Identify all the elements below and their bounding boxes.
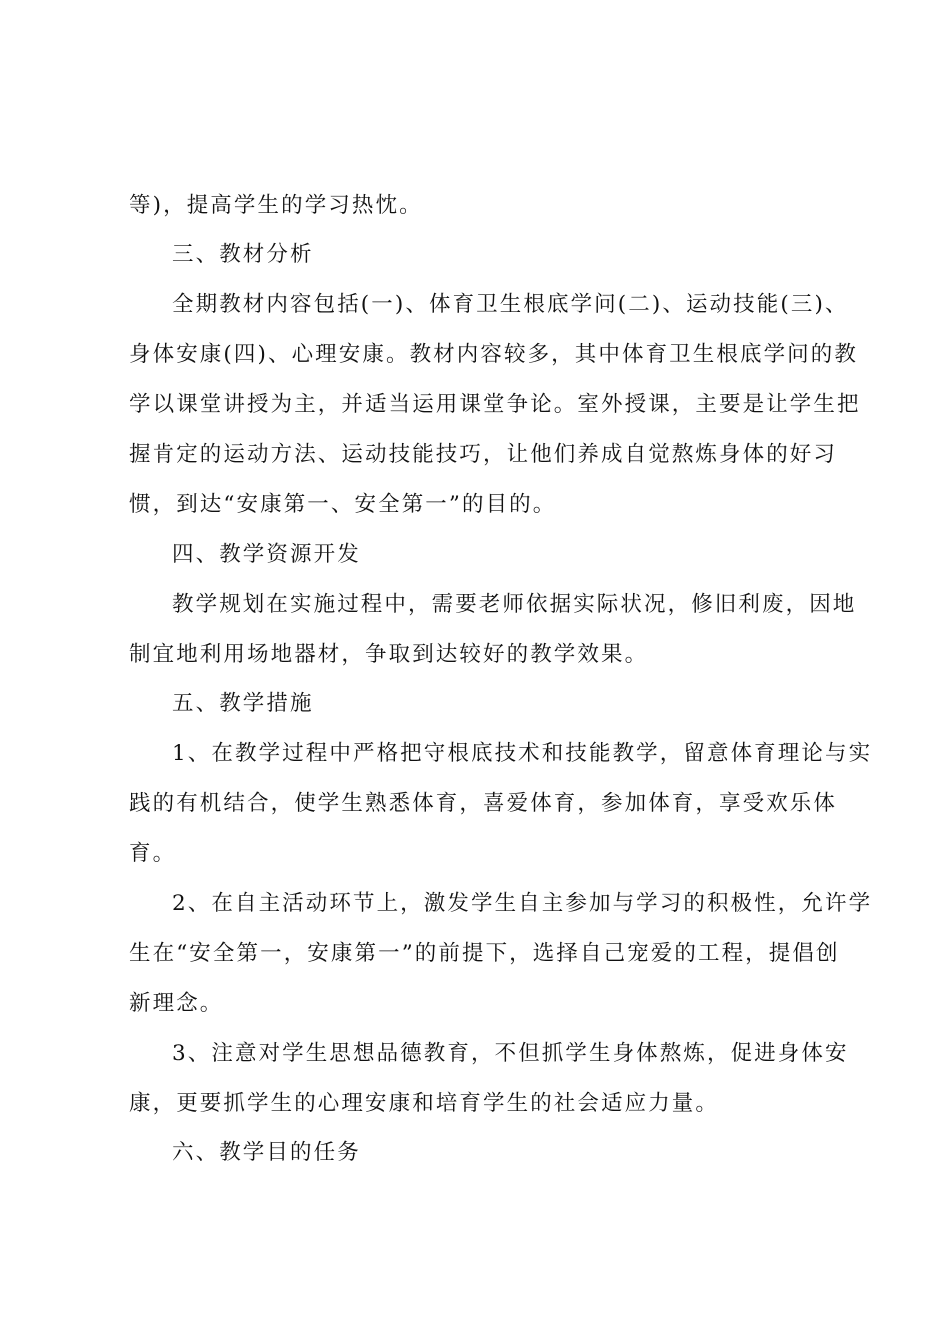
paragraph-line: 握肯定的运动方法、运动技能技巧，让他们养成自觉熬炼身体的好习 (129, 442, 838, 467)
section-heading-materials-analysis: 三、教材分析 (172, 242, 314, 267)
paragraph-line: 全期教材内容包括(一)、体育卫生根底学问(二)、运动技能(三)、 (172, 292, 849, 317)
section-heading-resource-development: 四、教学资源开发 (172, 542, 361, 567)
paragraph-line: 惯，到达“安康第一、安全第一”的目的。 (129, 492, 557, 517)
paragraph-line: 身体安康(四)、心理安康。教材内容较多，其中体育卫生根底学问的教 (129, 342, 858, 367)
paragraph-line: 生在“安全第一，安康第一”的前提下，选择自己宠爱的工程，提倡创 (129, 941, 840, 966)
paragraph-line: 教学规划在实施过程中，需要老师依据实际状况，修旧利废，因地 (172, 592, 857, 617)
paragraph-line: 新理念。 (129, 991, 224, 1016)
paragraph-line: 3、注意对学生思想品德教育，不但抓学生身体熬炼，促进身体安 (172, 1041, 849, 1066)
paragraph-line: 育。 (129, 841, 177, 866)
paragraph-line: 学以课堂讲授为主，并适当运用课堂争论。室外授课，主要是让学生把 (129, 392, 861, 417)
paragraph-line: 制宜地利用场地器材，争取到达较好的教学效果。 (129, 642, 649, 667)
paragraph-line: 康，更要抓学生的心理安康和培育学生的社会适应力量。 (129, 1091, 720, 1116)
paragraph-line: 1、在教学过程中严格把守根底技术和技能教学，留意体育理论与实 (172, 741, 873, 766)
paragraph-line: 等)，提高学生的学习热忱。 (129, 193, 423, 218)
section-heading-teaching-measures: 五、教学措施 (172, 691, 314, 716)
paragraph-line: 2、在自主活动环节上，激发学生自主参加与学习的积极性，允许学 (172, 891, 873, 916)
paragraph-line: 践的有机结合，使学生熟悉体育，喜爱体育，参加体育，享受欢乐体 (129, 791, 838, 816)
section-heading-teaching-goals: 六、教学目的任务 (172, 1140, 361, 1165)
